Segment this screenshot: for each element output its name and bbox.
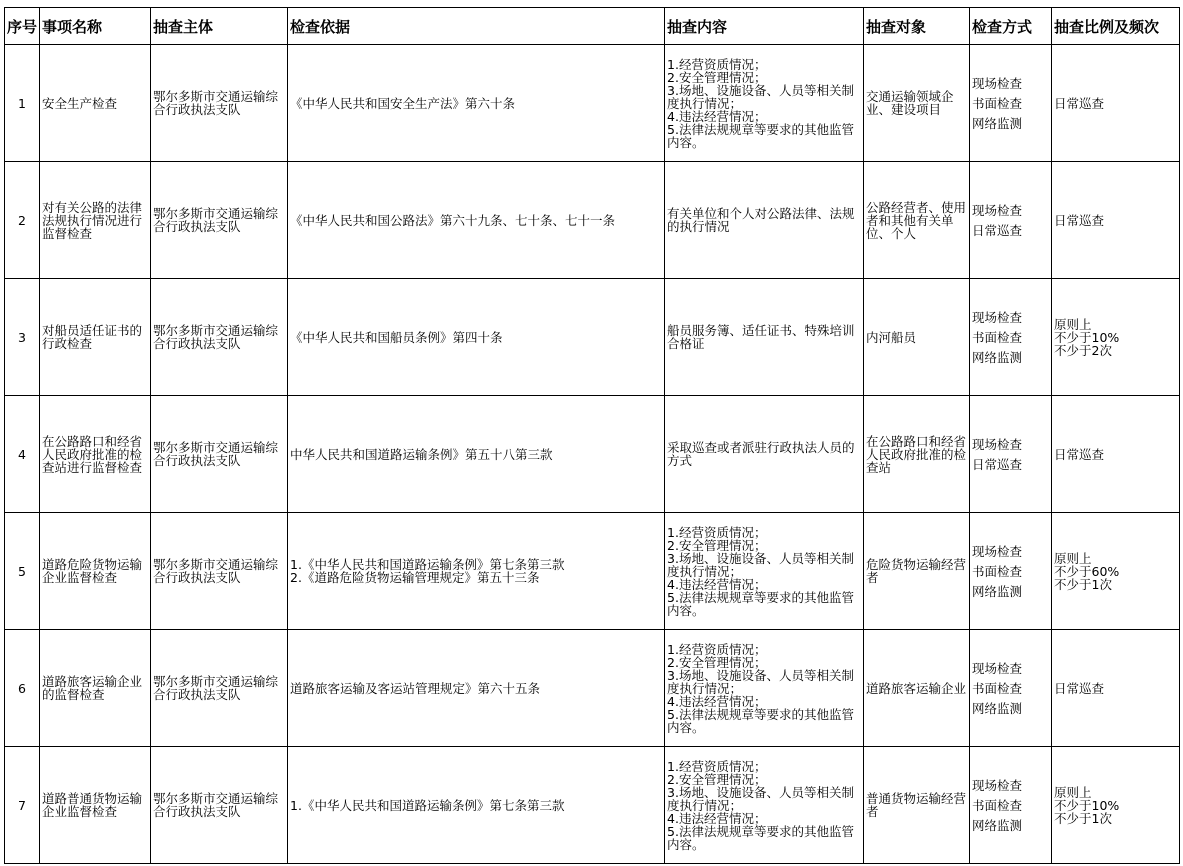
method-item: 现场检查	[972, 777, 1023, 793]
method-item: 现场检查	[972, 309, 1023, 325]
cell-method[interactable]	[970, 747, 1052, 864]
cell-subject[interactable]: 鄂尔多斯市交通运输综合行政执法支队	[151, 45, 288, 162]
cell-basis[interactable]: 《中华人民共和国船员条例》第四十条	[288, 279, 665, 396]
cell-item-name[interactable]: 道路旅客运输企业的监督检查	[40, 630, 151, 747]
cell-content[interactable]: 1.经营资质情况； 2.安全管理情况； 3.场地、设施设备、人员等相关制度执行情况； 4.违法经营情况； 5.法律法规规章等要求的其他监管内容。	[665, 45, 864, 162]
cell-index[interactable]: 7	[5, 747, 40, 864]
cell-item-name[interactable]: 道路普通货物运输企业监督检查	[40, 747, 151, 864]
cell-item-name[interactable]: 安全生产检查	[40, 45, 151, 162]
cell-ratio[interactable]: 日常巡查	[1052, 630, 1180, 747]
cell-object[interactable]: 道路旅客运输企业	[864, 630, 970, 747]
cell-item-name[interactable]: 在公路路口和经省人民政府批准的检查站进行监督检查	[40, 396, 151, 513]
method-item: 现场检查	[972, 436, 1023, 452]
table-row	[5, 396, 1180, 513]
table-body	[5, 45, 1180, 864]
cell-object[interactable]: 内河船员	[864, 279, 970, 396]
header-object[interactable]: 抽查对象	[864, 8, 970, 45]
cell-subject[interactable]: 鄂尔多斯市交通运输综合行政执法支队	[151, 162, 288, 279]
cell-index[interactable]: 4	[5, 396, 40, 513]
method-item: 现场检查	[972, 75, 1023, 91]
header-content[interactable]: 抽查内容	[665, 8, 864, 45]
cell-method[interactable]	[970, 279, 1052, 396]
cell-ratio[interactable]: 日常巡查	[1052, 45, 1180, 162]
method-item: 现场检查	[972, 660, 1023, 676]
cell-object[interactable]: 危险货物运输经营者	[864, 513, 970, 630]
cell-subject[interactable]: 鄂尔多斯市交通运输综合行政执法支队	[151, 513, 288, 630]
cell-subject[interactable]: 鄂尔多斯市交通运输综合行政执法支队	[151, 747, 288, 864]
cell-object[interactable]: 在公路路口和经省人民政府批准的检查站	[864, 396, 970, 513]
cell-index[interactable]: 1	[5, 45, 40, 162]
inspection-table	[4, 7, 1180, 864]
header-method[interactable]: 检查方式	[970, 8, 1052, 45]
method-item: 现场检查	[972, 543, 1023, 559]
cell-method[interactable]	[970, 162, 1052, 279]
table-row	[5, 747, 1180, 864]
cell-item-name[interactable]: 道路危险货物运输企业监督检查	[40, 513, 151, 630]
method-item: 书面检查	[972, 329, 1023, 345]
method-item: 网络监测	[972, 817, 1023, 833]
method-item: 现场检查	[972, 202, 1023, 218]
cell-basis[interactable]: 《中华人民共和国公路法》第六十九条、七十条、七十一条	[288, 162, 665, 279]
cell-subject[interactable]: 鄂尔多斯市交通运输综合行政执法支队	[151, 630, 288, 747]
table-row	[5, 45, 1180, 162]
header-item-name[interactable]: 事项名称	[40, 8, 151, 45]
table-row	[5, 630, 1180, 747]
cell-object[interactable]: 公路经营者、使用者和其他有关单位、个人	[864, 162, 970, 279]
header-row	[5, 8, 1180, 45]
method-item: 书面检查	[972, 797, 1023, 813]
method-item: 书面检查	[972, 563, 1023, 579]
cell-item-name[interactable]: 对船员适任证书的行政检查	[40, 279, 151, 396]
cell-method[interactable]	[970, 513, 1052, 630]
method-item: 书面检查	[972, 95, 1023, 111]
cell-subject[interactable]: 鄂尔多斯市交通运输综合行政执法支队	[151, 279, 288, 396]
method-item: 日常巡查	[972, 456, 1023, 472]
table-row	[5, 513, 1180, 630]
table-row	[5, 279, 1180, 396]
cell-content[interactable]: 1.经营资质情况； 2.安全管理情况； 3.场地、设施设备、人员等相关制度执行情况； 4.违法经营情况； 5.法律法规规章等要求的其他监管内容。	[665, 747, 864, 864]
cell-basis[interactable]: 1.《中华人民共和国道路运输条例》第七条第三款 2.《道路危险货物运输管理规定》第五十三条	[288, 513, 665, 630]
cell-basis[interactable]: 《中华人民共和国安全生产法》第六十条	[288, 45, 665, 162]
cell-ratio[interactable]: 原则上 不少于10% 不少于2次	[1052, 279, 1180, 396]
cell-object[interactable]: 交通运输领域企业、建设项目	[864, 45, 970, 162]
table-header	[5, 8, 1180, 45]
method-item: 日常巡查	[972, 222, 1023, 238]
header-index[interactable]: 序号	[5, 8, 40, 45]
cell-ratio[interactable]: 原则上 不少于10% 不少于1次	[1052, 747, 1180, 864]
header-subject[interactable]: 抽查主体	[151, 8, 288, 45]
cell-basis[interactable]: 中华人民共和国道路运输条例》第五十八第三款	[288, 396, 665, 513]
cell-content[interactable]: 有关单位和个人对公路法律、法规的执行情况	[665, 162, 864, 279]
table-row	[5, 162, 1180, 279]
cell-content[interactable]: 船员服务簿、适任证书、特殊培训合格证	[665, 279, 864, 396]
cell-ratio[interactable]: 日常巡查	[1052, 396, 1180, 513]
cell-method[interactable]	[970, 45, 1052, 162]
cell-ratio[interactable]: 日常巡查	[1052, 162, 1180, 279]
cell-ratio[interactable]: 原则上 不少于60% 不少于1次	[1052, 513, 1180, 630]
cell-object[interactable]: 普通货物运输经营者	[864, 747, 970, 864]
cell-method[interactable]	[970, 630, 1052, 747]
cell-index[interactable]: 5	[5, 513, 40, 630]
cell-index[interactable]: 6	[5, 630, 40, 747]
cell-basis[interactable]: 道路旅客运输及客运站管理规定》第六十五条	[288, 630, 665, 747]
cell-method[interactable]	[970, 396, 1052, 513]
cell-item-name[interactable]: 对有关公路的法律法规执行情况进行监督检查	[40, 162, 151, 279]
header-basis[interactable]: 检查依据	[288, 8, 665, 45]
cell-index[interactable]: 3	[5, 279, 40, 396]
cell-basis[interactable]: 1.《中华人民共和国道路运输条例》第七条第三款	[288, 747, 665, 864]
cell-index[interactable]: 2	[5, 162, 40, 279]
method-item: 网络监测	[972, 700, 1023, 716]
header-ratio[interactable]: 抽查比例及频次	[1052, 8, 1180, 45]
cell-content[interactable]: 1.经营资质情况； 2.安全管理情况； 3.场地、设施设备、人员等相关制度执行情况； 4.违法经营情况； 5.法律法规规章等要求的其他监管内容。	[665, 513, 864, 630]
method-item: 网络监测	[972, 349, 1023, 365]
cell-subject[interactable]: 鄂尔多斯市交通运输综合行政执法支队	[151, 396, 288, 513]
method-item: 书面检查	[972, 680, 1023, 696]
cell-content[interactable]: 1.经营资质情况； 2.安全管理情况； 3.场地、设施设备、人员等相关制度执行情况； 4.违法经营情况； 5.法律法规规章等要求的其他监管内容。	[665, 630, 864, 747]
method-item: 网络监测	[972, 115, 1023, 131]
cell-content[interactable]: 采取巡查或者派驻行政执法人员的方式	[665, 396, 864, 513]
method-item: 网络监测	[972, 583, 1023, 599]
